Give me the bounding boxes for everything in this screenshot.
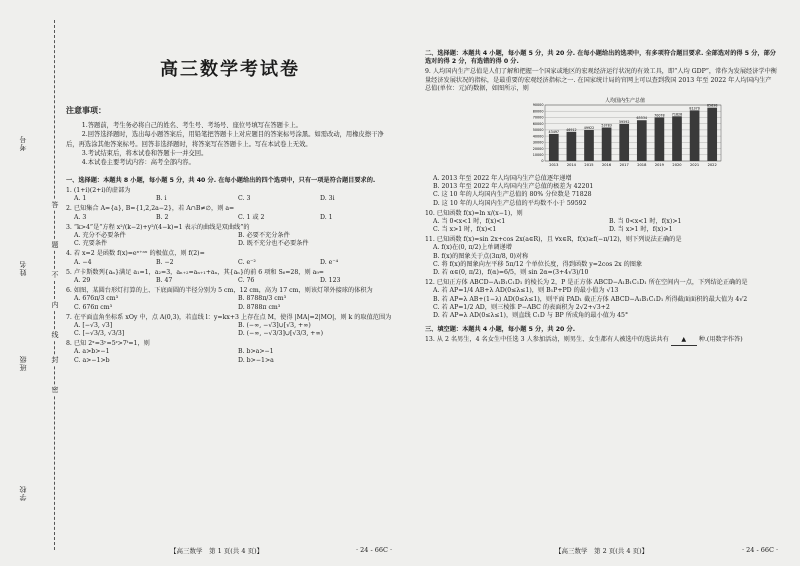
question-13-text: 13. 从 2 名男生，4 名女生中任选 3 人参加活动，则男生、女生都有人被选中的选法共有	[425, 336, 669, 344]
x-tick-label: 2014	[566, 162, 576, 167]
chart-title: 人均国内生产总值	[604, 97, 646, 104]
x-tick-label: 2016	[602, 162, 612, 167]
chart-svg	[515, 95, 725, 173]
options	[66, 295, 394, 311]
footer-left: 【高三数学 第 1 页(共 4 页)】	[170, 547, 264, 555]
option: D. 当 x>1 时，f(x)>1	[609, 226, 673, 234]
option: C. 充要条件	[74, 240, 108, 248]
x-tick-label: 2017	[619, 162, 629, 167]
notice-item: 3.考试结束后，将本试卷和答题卡一并交回。	[81, 149, 208, 157]
data-label: 65534	[636, 116, 648, 121]
label-exam-number: 考号	[19, 135, 27, 151]
question-13	[425, 336, 777, 345]
option: B. f(x)的图象关于点(3π/8, 0)对称	[433, 252, 529, 260]
seal-char: 内	[51, 301, 59, 309]
y-tick-label: 70000	[532, 115, 544, 120]
question-1: 1. (1+i)(2+i)的虚部为	[66, 187, 131, 195]
option: B. −2	[156, 258, 174, 266]
option: C. 76	[238, 276, 255, 284]
y-tick-label: 30000	[532, 140, 544, 145]
question-13-tail: 种.(用数字作答)	[698, 336, 743, 344]
option: C. 676π cm³	[74, 303, 113, 311]
option: B. b>a>−1	[238, 348, 274, 356]
data-label: 59592	[618, 119, 630, 124]
seal-line	[54, 20, 55, 550]
y-tick-label: 80000	[532, 109, 544, 114]
chart-bars	[549, 104, 718, 167]
options	[425, 218, 777, 234]
option: C. 若 AP=1/2 AD，则三棱锥 P−ABC 的表面积为 2√2+√3+2	[433, 303, 610, 311]
option: A. 1	[74, 195, 87, 203]
option: D. 123	[320, 276, 341, 284]
option: D. 这 10 年的人均国内生产总值的平均数不小于 59592	[433, 199, 587, 207]
footer-code-right: · 24 - 66C ·	[742, 546, 779, 554]
option: C. e⁻²	[238, 258, 256, 266]
option: A. 29	[74, 276, 91, 284]
data-label: 81370	[689, 106, 700, 111]
option: D. 若 α∈(0, π/2)，f(α)=6/5，则 sin 2α=(3+4√3)/10	[433, 269, 589, 276]
question-6: 6. 如图，某圆台形灯打算的上、下底面圆的半径分别为 5 cm，12 cm，高为 17 cm，则该灯罩外接球的体积为	[66, 287, 373, 295]
x-tick-label: 2015	[584, 162, 594, 167]
option: D. 若 AP=λ AD(0≤λ≤1)，则直线 C₁D 与 BP 所成角的最小值为 45°	[433, 311, 629, 319]
option: A. 676π/3 cm³	[74, 295, 119, 303]
bar-2018	[637, 120, 647, 161]
x-tick-label: 2013	[549, 162, 559, 167]
option: D. e⁻⁴	[320, 258, 339, 266]
options	[66, 214, 394, 222]
options	[66, 348, 394, 364]
x-tick-label: 2018	[637, 162, 647, 167]
seal-char: 线	[51, 331, 59, 339]
question-12: 12. 已知正方体 ABCD−A₁B₁C₁D₁ 的棱长为 2，P 是正方体 ABCD−A₁B₁C₁D₁ 所在空间内一点，下列结论正确的是	[425, 279, 748, 287]
question-5: 5. 卢卡斯数列{aₙ}满足 a₁=1，a₂=3，aₙ₊₂=aₙ₊₁+aₙ，其{aₙ}的前 6 项和 S₆=28，则 a₉=	[66, 268, 324, 276]
label-school: 学校	[19, 485, 27, 501]
binding-margin	[0, 0, 62, 566]
options	[66, 195, 394, 203]
y-tick-label: 20000	[532, 146, 544, 151]
option: C. 1 或 2	[238, 213, 265, 221]
bar-2015	[584, 130, 594, 161]
question-9: 9. 人均国内生产总值是人们了解和把握一个国家或地区的宏观经济运行状况的有效工具，即“人均 GDP”，常作为发展经济学中衡量经济发展状况的指标，是最重要的宏观经济指标之一. 在国家统计局的官网上可以查到我国 2013 年至 2022 年人均国内生产总值(单位：元)的数据，如图所示，则	[425, 68, 777, 92]
option: B. 2	[156, 213, 169, 221]
y-tick-label: 50000	[532, 128, 544, 133]
y-tick-label: 90000	[532, 103, 544, 108]
bar-2016	[602, 127, 612, 160]
option: B. 47	[156, 276, 173, 284]
option: B. 8788π/3 cm³	[238, 295, 287, 303]
option: B. (−∞, −√3]∪[√3, +∞)	[238, 321, 311, 329]
option: A. 3	[74, 213, 87, 221]
question-7: 7. 在平面直角坐标系 xOy 中，点 A(0,3)，若直线 l：y=kx+3 上存在点 M，使得 |MA|=2|MO|，则 k 的取值范围为	[66, 313, 392, 321]
x-tick-label: 2022	[707, 162, 717, 167]
options	[66, 232, 394, 248]
data-label: 43497	[548, 129, 560, 134]
option: C. 这 10 年的人均国内生产总值的 80% 分位数是 71828	[433, 191, 592, 199]
option: A. f(x)在(0, π/2)上单调递增	[433, 244, 512, 252]
section-heading: 三、填空题：本题共 4 小题，每小题 5 分，共 20 分.	[425, 326, 576, 334]
gdp-bar-chart	[515, 95, 725, 173]
data-label: 49922	[583, 125, 595, 130]
data-label: 53783	[601, 123, 612, 128]
footer-right: 【高三数学 第 2 页(共 4 页)】	[555, 547, 649, 555]
option: B. i	[156, 195, 167, 203]
options	[66, 259, 394, 267]
answer-blank: ▲	[671, 336, 697, 345]
option: A. 充分不必要条件	[74, 232, 126, 240]
option: D. 8788π cm³	[238, 303, 281, 311]
option: B. 2013 年至 2022 年人均国内生产总值的极差为 42201	[433, 183, 594, 191]
x-tick-label: 2021	[690, 162, 700, 167]
option: C. a>−1>b	[74, 356, 110, 364]
y-tick-label: 60000	[532, 121, 544, 126]
question-11: 11. 已知函数 f(x)=sin 2x+cos 2x(a∈R)，且 ∀x∈R，f(x)≥f(−π/12)，则下列说法正确的是	[425, 236, 682, 244]
notice-heading: 注意事项：	[66, 105, 106, 115]
options	[66, 322, 394, 338]
option: B. 当 0<x<1 时，f(x)>1	[609, 217, 682, 225]
notice-item: 1.答题前，考生务必将自己的姓名、考生号、考场号、座位号填写在答题卡上。	[81, 122, 302, 130]
data-label: 46912	[566, 127, 577, 132]
seal-char: 答	[51, 201, 59, 209]
option: A. 若 AP=1/4 AB+λ AD(0≤λ≤1)，则 B₁P+PD 的最小值为 √13	[433, 287, 619, 295]
seal-char: 题	[51, 241, 59, 249]
y-tick-label: 10000	[532, 152, 544, 157]
section-heading: 一、选择题：本题共 8 小题，每小题 5 分，共 40 分. 在每小题给出的四个选项中，只有一项是符合题目要求的.	[66, 176, 376, 184]
option: A. −4	[74, 258, 92, 266]
option: A. a>b>−1	[74, 348, 110, 356]
label-class: 班级	[19, 355, 27, 371]
bar-2013	[549, 134, 559, 161]
option: D. (−∞, −√3/3]∪[√3/3, +∞)	[238, 330, 324, 338]
bar-2019	[655, 117, 665, 161]
x-tick-label: 2019	[654, 162, 664, 167]
notice-item: 4.本试卷主要考试内容：高考全部内容。	[81, 158, 195, 166]
option: A. 当 0<x<1 时，f(x)<1	[433, 217, 506, 225]
question-10: 10. 已知函数 f(x)=ln x/(x−1)，则	[425, 209, 523, 217]
question-8: 8. 已知 2ˣ=3ʸ=5ᶻ>7ᵗ=1，则	[66, 340, 150, 348]
option: B. 必要不充分条件	[238, 232, 290, 240]
label-name: 姓名	[19, 260, 27, 276]
question-3: 3. “k>4”是“方程 x²/(k−2)+y²/(4−k)=1 表示的曲线是双曲线”的	[66, 223, 250, 231]
option: C. 当 x>1 时，f(x)<1	[433, 226, 497, 234]
section-heading: 二、选择题：本题共 4 小题，每小题 5 分，共 20 分. 在每小题给出的选项中，有多项符合题目要求. 全部选对的得 5 分，部分选对的得 2 分，有选错的得 0 分.	[425, 50, 776, 66]
option: A. [−√3, √3]	[74, 321, 113, 329]
data-label: 85698	[706, 103, 718, 108]
bar-2020	[672, 116, 682, 161]
option: C. [−√3/3, √3/3]	[74, 330, 125, 338]
bar-2022	[707, 108, 717, 161]
options	[66, 277, 394, 285]
option: A. 2013 年至 2022 年人均国内生产总值逐年递增	[433, 174, 572, 182]
option: C. 3	[238, 195, 251, 203]
y-tick-label: 40000	[532, 134, 544, 139]
seal-char: 封	[51, 356, 59, 364]
question-4: 4. 若 x=2 是函数 f(x)=eˣ⁺ᵃˣ 的极值点，则 f(2)=	[66, 250, 205, 258]
page-title: 高三数学考试卷	[160, 59, 300, 80]
notice-item: 2.回答选择题时，选出每小题答案后，用铅笔把答题卡上对应题目的答案标号涂黑。如需改动，用橡皮擦干净后，再选涂其他答案标号。回答非选择题时，将答案写在答题卡上。写在本试卷上无效。	[66, 131, 384, 148]
option: D. 既不充分也不必要条件	[238, 240, 309, 248]
footer-code-left: · 24 - 66C ·	[356, 546, 393, 554]
option: D. b>−1>a	[238, 356, 274, 364]
bar-2021	[690, 110, 700, 161]
question-2: 2. 已知集合 A={a}, B={1,2,2a−2}，若 A∩B≠∅，则 a=	[66, 205, 235, 213]
option: B. 若 AP=λ AB+(1−λ) AD(0≤λ≤1)，则平面 PAD₁ 截正方体 ABCD−A₁B₁C₁D₁ 所得截面面积的最大值为 4√2	[433, 295, 748, 303]
bar-2014	[567, 132, 577, 161]
seal-char: 密	[51, 386, 59, 394]
y-tick-label: 0	[541, 159, 544, 164]
bar-2017	[619, 124, 629, 161]
option: D. 1	[320, 213, 333, 221]
x-tick-label: 2020	[672, 162, 682, 167]
right-column	[425, 50, 777, 346]
data-label: 70078	[654, 113, 665, 118]
option: D. 3i	[320, 195, 335, 203]
option: C. 将 f(x)的图象向左平移 5π/12 个单位长度，得到函数 y=2cos 2x 的图象	[433, 260, 643, 268]
seal-char: 不	[51, 271, 59, 279]
data-label: 71828	[671, 112, 683, 117]
left-column	[66, 36, 394, 365]
